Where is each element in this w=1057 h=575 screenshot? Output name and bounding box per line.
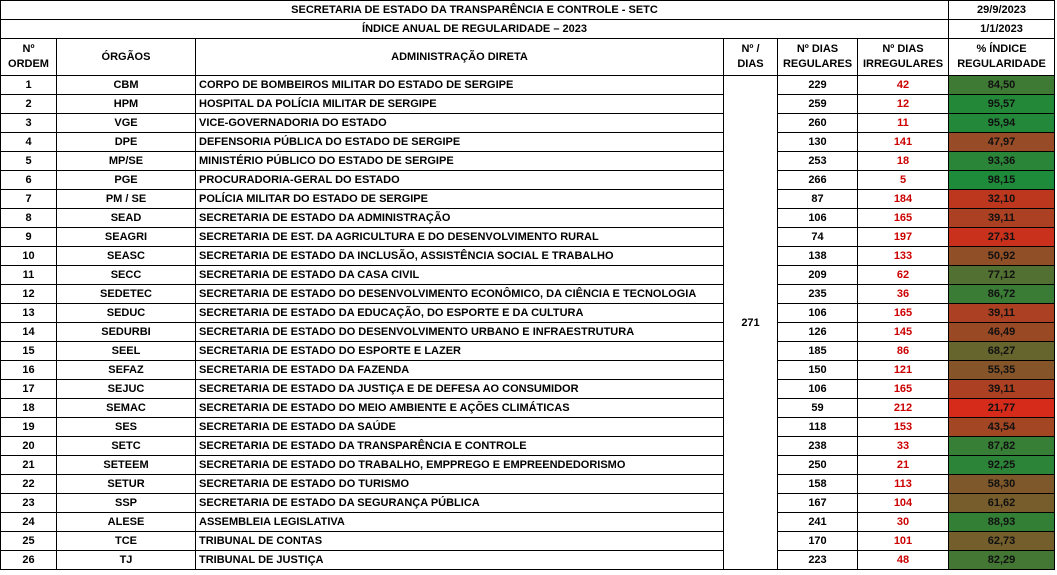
row-number: 16 [1, 361, 57, 380]
regular-days: 235 [778, 285, 858, 304]
regularity-index: 61,62 [949, 494, 1055, 513]
regular-days: 170 [778, 532, 858, 551]
org-acronym: TCE [57, 532, 196, 551]
row-number: 10 [1, 247, 57, 266]
org-name: SECRETARIA DE ESTADO DA CASA CIVIL [196, 266, 724, 285]
regular-days: 106 [778, 304, 858, 323]
regularity-index: 27,31 [949, 228, 1055, 247]
col-header-indice: % ÍNDICE REGULARIDADE [949, 39, 1055, 76]
regularity-index: 95,57 [949, 95, 1055, 114]
report-date: 29/9/2023 [949, 1, 1055, 20]
org-name: HOSPITAL DA POLÍCIA MILITAR DE SERGIPE [196, 95, 724, 114]
regularity-index: 93,36 [949, 152, 1055, 171]
org-acronym: SES [57, 418, 196, 437]
table-row [1, 304, 1055, 323]
regular-days: 106 [778, 209, 858, 228]
org-acronym: MP/SE [57, 152, 196, 171]
row-number: 4 [1, 133, 57, 152]
regular-days: 223 [778, 551, 858, 570]
regularity-index: 92,25 [949, 456, 1055, 475]
irregular-days: 101 [858, 532, 949, 551]
irregular-days: 5 [858, 171, 949, 190]
row-number: 17 [1, 380, 57, 399]
table-row [1, 133, 1055, 152]
regularity-index: 46,49 [949, 323, 1055, 342]
irregular-days: 113 [858, 475, 949, 494]
table-row [1, 456, 1055, 475]
org-name: TRIBUNAL DE JUSTIÇA [196, 551, 724, 570]
row-number: 12 [1, 285, 57, 304]
irregular-days: 42 [858, 76, 949, 95]
irregular-days: 133 [858, 247, 949, 266]
irregular-days: 21 [858, 456, 949, 475]
irregular-days: 153 [858, 418, 949, 437]
table-row [1, 266, 1055, 285]
table-row [1, 532, 1055, 551]
row-number: 11 [1, 266, 57, 285]
org-name: SECRETARIA DE ESTADO DO DESENVOLVIMENTO URBANO E INFRAESTRUTURA [196, 323, 724, 342]
regular-days: 185 [778, 342, 858, 361]
row-number: 13 [1, 304, 57, 323]
table-row [1, 95, 1055, 114]
irregular-days: 165 [858, 209, 949, 228]
regular-days: 138 [778, 247, 858, 266]
org-name: SECRETARIA DE ESTADO DO TRABALHO, EMPPREGO E EMPREENDEDORISMO [196, 456, 724, 475]
org-acronym: SEJUC [57, 380, 196, 399]
regular-days: 150 [778, 361, 858, 380]
regular-days: 253 [778, 152, 858, 171]
table-row [1, 152, 1055, 171]
org-name: MINISTÉRIO PÚBLICO DO ESTADO DE SERGIPE [196, 152, 724, 171]
irregular-days: 11 [858, 114, 949, 133]
regular-days: 158 [778, 475, 858, 494]
table-row [1, 209, 1055, 228]
org-acronym: SETEEM [57, 456, 196, 475]
org-name: SECRETARIA DE ESTADO DO MEIO AMBIENTE E AÇÕES CLIMÁTICAS [196, 399, 724, 418]
col-header-dias: Nº / DIAS [724, 39, 778, 76]
org-name: DEFENSORIA PÚBLICA DO ESTADO DE SERGIPE [196, 133, 724, 152]
table-row [1, 513, 1055, 532]
regular-days: 238 [778, 437, 858, 456]
row-number: 24 [1, 513, 57, 532]
org-acronym: SECC [57, 266, 196, 285]
org-acronym: SSP [57, 494, 196, 513]
irregular-days: 165 [858, 380, 949, 399]
table-row [1, 323, 1055, 342]
irregular-days: 30 [858, 513, 949, 532]
org-acronym: SEEL [57, 342, 196, 361]
table-row [1, 551, 1055, 570]
org-name: SECRETARIA DE ESTADO DA SAÚDE [196, 418, 724, 437]
org-name: CORPO DE BOMBEIROS MILITAR DO ESTADO DE SERGIPE [196, 76, 724, 95]
irregular-days: 62 [858, 266, 949, 285]
regular-days: 266 [778, 171, 858, 190]
regular-days: 87 [778, 190, 858, 209]
row-number: 18 [1, 399, 57, 418]
irregular-days: 33 [858, 437, 949, 456]
regular-days: 241 [778, 513, 858, 532]
regular-days: 229 [778, 76, 858, 95]
regularity-index: 95,94 [949, 114, 1055, 133]
col-header-irregulares: Nº DIAS IRREGULARES [858, 39, 949, 76]
org-name: SECRETARIA DE ESTADO DA SEGURANÇA PÚBLICA [196, 494, 724, 513]
row-number: 25 [1, 532, 57, 551]
irregular-days: 36 [858, 285, 949, 304]
regular-days: 74 [778, 228, 858, 247]
org-acronym: DPE [57, 133, 196, 152]
row-number: 1 [1, 76, 57, 95]
title-row [1, 1, 1055, 20]
org-name: VICE-GOVERNADORIA DO ESTADO [196, 114, 724, 133]
regularity-index: 77,12 [949, 266, 1055, 285]
irregular-days: 86 [858, 342, 949, 361]
row-number: 22 [1, 475, 57, 494]
irregular-days: 104 [858, 494, 949, 513]
org-acronym: SEMAC [57, 399, 196, 418]
org-name: SECRETARIA DE EST. DA AGRICULTURA E DO DESENVOLVIMENTO RURAL [196, 228, 724, 247]
org-name: SECRETARIA DE ESTADO DA FAZENDA [196, 361, 724, 380]
table-row [1, 285, 1055, 304]
irregular-days: 197 [858, 228, 949, 247]
total-days-cell: 271 [724, 76, 778, 570]
row-number: 15 [1, 342, 57, 361]
table-row [1, 342, 1055, 361]
table-row [1, 171, 1055, 190]
regularity-index: 82,29 [949, 551, 1055, 570]
org-name: SECRETARIA DE ESTADO DO TURISMO [196, 475, 724, 494]
org-acronym: HPM [57, 95, 196, 114]
irregular-days: 141 [858, 133, 949, 152]
org-acronym: SEDUC [57, 304, 196, 323]
regular-days: 130 [778, 133, 858, 152]
table-row [1, 247, 1055, 266]
org-acronym: SEASC [57, 247, 196, 266]
report-subtitle: ÍNDICE ANUAL DE REGULARIDADE – 2023 [1, 20, 949, 39]
org-acronym: VGE [57, 114, 196, 133]
org-acronym: TJ [57, 551, 196, 570]
irregular-days: 12 [858, 95, 949, 114]
regular-days: 260 [778, 114, 858, 133]
col-header-admin: ADMINISTRAÇÃO DIRETA [196, 39, 724, 76]
regular-days: 118 [778, 418, 858, 437]
org-name: POLÍCIA MILITAR DO ESTADO DE SERGIPE [196, 190, 724, 209]
org-name: TRIBUNAL DE CONTAS [196, 532, 724, 551]
irregular-days: 212 [858, 399, 949, 418]
regularity-index: 21,77 [949, 399, 1055, 418]
org-acronym: SEFAZ [57, 361, 196, 380]
org-acronym: SEAD [57, 209, 196, 228]
table-row [1, 190, 1055, 209]
regularity-index: 43,54 [949, 418, 1055, 437]
table-row [1, 494, 1055, 513]
regularity-index: 98,15 [949, 171, 1055, 190]
irregular-days: 145 [858, 323, 949, 342]
table-row [1, 437, 1055, 456]
regular-days: 126 [778, 323, 858, 342]
row-number: 3 [1, 114, 57, 133]
col-header-orgaos: ÓRGÃOS [57, 39, 196, 76]
org-name: SECRETARIA DE ESTADO DA ADMINISTRAÇÃO [196, 209, 724, 228]
irregular-days: 184 [858, 190, 949, 209]
org-acronym: SEDURBI [57, 323, 196, 342]
table-row [1, 361, 1055, 380]
table-row [1, 475, 1055, 494]
row-number: 6 [1, 171, 57, 190]
table-row [1, 228, 1055, 247]
regular-days: 59 [778, 399, 858, 418]
org-acronym: CBM [57, 76, 196, 95]
regularity-index: 87,82 [949, 437, 1055, 456]
table-row [1, 399, 1055, 418]
regularity-index: 39,11 [949, 209, 1055, 228]
table-row [1, 76, 1055, 95]
irregular-days: 48 [858, 551, 949, 570]
regular-days: 167 [778, 494, 858, 513]
row-number: 9 [1, 228, 57, 247]
row-number: 21 [1, 456, 57, 475]
table-row [1, 380, 1055, 399]
org-acronym: SEAGRI [57, 228, 196, 247]
regularity-index: 58,30 [949, 475, 1055, 494]
org-name: SECRETARIA DE ESTADO DA TRANSPARÊNCIA E CONTROLE [196, 437, 724, 456]
report-start-date: 1/1/2023 [949, 20, 1055, 39]
regular-days: 209 [778, 266, 858, 285]
org-name: SECRETARIA DE ESTADO DA INCLUSÃO, ASSISTÊNCIA SOCIAL E TRABALHO [196, 247, 724, 266]
col-header-ordem: Nº ORDEM [1, 39, 57, 76]
regularity-index: 68,27 [949, 342, 1055, 361]
org-name: ASSEMBLEIA LEGISLATIVA [196, 513, 724, 532]
org-acronym: PGE [57, 171, 196, 190]
report-title: SECRETARIA DE ESTADO DA TRANSPARÊNCIA E CONTROLE - SETC [1, 1, 949, 20]
regularity-index: 50,92 [949, 247, 1055, 266]
irregular-days: 18 [858, 152, 949, 171]
row-number: 8 [1, 209, 57, 228]
regularity-index: 88,93 [949, 513, 1055, 532]
regular-days: 106 [778, 380, 858, 399]
irregular-days: 165 [858, 304, 949, 323]
org-acronym: PM / SE [57, 190, 196, 209]
org-name: PROCURADORIA-GERAL DO ESTADO [196, 171, 724, 190]
regularity-index: 84,50 [949, 76, 1055, 95]
row-number: 2 [1, 95, 57, 114]
org-name: SECRETARIA DE ESTADO DO ESPORTE E LAZER [196, 342, 724, 361]
org-name: SECRETARIA DE ESTADO DA JUSTIÇA E DE DEFESA AO CONSUMIDOR [196, 380, 724, 399]
org-name: SECRETARIA DE ESTADO DO DESENVOLVIMENTO ECONÔMICO, DA CIÊNCIA E TECNOLOGIA [196, 285, 724, 304]
row-number: 20 [1, 437, 57, 456]
table-row [1, 114, 1055, 133]
regularity-index: 47,97 [949, 133, 1055, 152]
regularity-index: 39,11 [949, 304, 1055, 323]
regularity-index: 55,35 [949, 361, 1055, 380]
regular-days: 259 [778, 95, 858, 114]
row-number: 23 [1, 494, 57, 513]
org-acronym: SETC [57, 437, 196, 456]
row-number: 19 [1, 418, 57, 437]
regularity-index: 62,73 [949, 532, 1055, 551]
regularity-index: 32,10 [949, 190, 1055, 209]
org-acronym: SETUR [57, 475, 196, 494]
row-number: 5 [1, 152, 57, 171]
regularity-index: 39,11 [949, 380, 1055, 399]
org-acronym: SEDETEC [57, 285, 196, 304]
table-row [1, 418, 1055, 437]
org-acronym: ALESE [57, 513, 196, 532]
regularity-index: 86,72 [949, 285, 1055, 304]
row-number: 7 [1, 190, 57, 209]
subtitle-row [1, 20, 1055, 39]
row-number: 26 [1, 551, 57, 570]
row-number: 14 [1, 323, 57, 342]
col-header-regulares: Nº DIAS REGULARES [778, 39, 858, 76]
irregular-days: 121 [858, 361, 949, 380]
org-name: SECRETARIA DE ESTADO DA EDUCAÇÃO, DO ESPORTE E DA CULTURA [196, 304, 724, 323]
column-header-row [1, 39, 1055, 76]
regular-days: 250 [778, 456, 858, 475]
